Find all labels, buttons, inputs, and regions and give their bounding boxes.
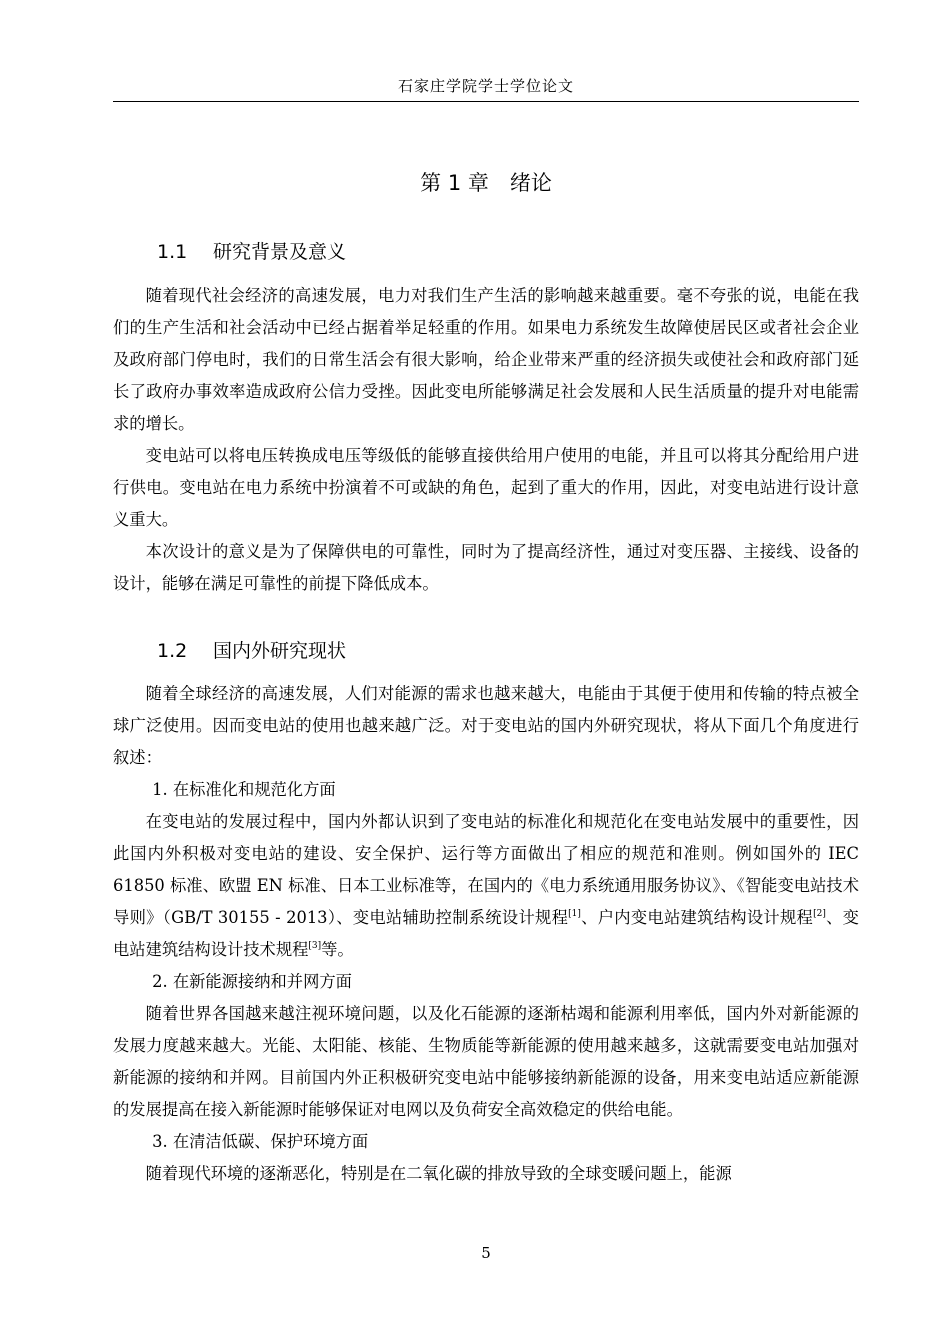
section-heading-1-2 bbox=[157, 637, 346, 665]
list-heading: 1. 在标准化和规范化方面 bbox=[152, 780, 336, 799]
section-heading-1-1 bbox=[157, 238, 346, 266]
list-heading: 2. 在新能源接纳和并网方面 bbox=[152, 972, 352, 991]
page-number: 5 bbox=[481, 1244, 491, 1262]
paragraph bbox=[113, 806, 859, 966]
section-title-text: 国内外研究现状 bbox=[213, 640, 347, 662]
section-1-1-body bbox=[113, 280, 859, 600]
citation: [2] bbox=[813, 909, 826, 919]
citation: [1] bbox=[568, 909, 581, 919]
paragraph: 随着世界各国越来越注视环境问题，以及化石能源的逐渐枯竭和能源利用率低，国内外对新能源的发展力度越来越大。光能、太阳能、核能、生物质能等新能源的使用越来越多，这就需要变电站加强对新能源的接纳和并网。目前国内外正积极研究变电站中能够接纳新能源的设备，用来变电站适应新能源的发展提高在接入新能源时能够保证对电网以及负荷安全高效稳定的供给电能。 bbox=[113, 1004, 859, 1119]
paragraph-text: 在变电站的发展过程中，国内外都认识到了变电站的标准化和规范化在变电站发展中的重要性，因此国内外积极对变电站的建设、安全保护、运行等方面做出了相应的规范和准则。例如国外的 IEC 61850 标准、欧盟 EN 标准、日本工业标准等，在国内的《电力系统通用服务协议》、《智能变电站技术导则》（GB/T 30155 - 2013）、变电站辅助控制系统设计规程 bbox=[113, 812, 859, 927]
paragraph: 随着全球经济的高速发展，人们对能源的需求也越来越大，电能由于其便于使用和传输的特点被全球广泛使用。因而变电站的使用也越来越广泛。对于变电站的国内外研究现状，将从下面几个角度进行叙述： bbox=[113, 684, 859, 767]
header-rule bbox=[113, 101, 859, 102]
list-heading: 3. 在清洁低碳、保护环境方面 bbox=[152, 1132, 369, 1151]
paragraph: 变电站可以将电压转换成电压等级低的能够直接供给用户使用的电能，并且可以将其分配给用户进行供电。变电站在电力系统中扮演着不可或缺的角色，起到了重大的作用，因此，对变电站进行设计意义重大。 bbox=[113, 446, 859, 529]
paragraph-text: 、变电站建筑结构设计技术规程 bbox=[113, 908, 859, 959]
paragraph: 本次设计的意义是为了保障供电的可靠性，同时为了提高经济性，通过对变压器、主接线、设备的设计，能够在满足可靠性的前提下降低成本。 bbox=[113, 542, 859, 593]
paragraph: 随着现代环境的逐渐恶化，特别是在二氧化碳的排放导致的全球变暖问题上，能源 bbox=[145, 1164, 732, 1183]
chapter-title: 第 1 章 绪论 bbox=[420, 171, 552, 195]
section-1-2-body bbox=[113, 678, 859, 1190]
section-title-text: 研究背景及意义 bbox=[213, 241, 347, 263]
section-number: 1.2 bbox=[157, 640, 188, 662]
paragraph-text: 等。 bbox=[321, 940, 354, 959]
running-header: 石家庄学院学士学位论文 bbox=[397, 77, 574, 95]
citation: [3] bbox=[308, 941, 322, 951]
paragraph-text: 、户内变电站建筑结构设计规程 bbox=[580, 908, 814, 927]
paragraph: 随着现代社会经济的高速发展，电力对我们生产生活的影响越来越重要。毫不夸张的说，电能在我们的生产生活和社会活动中已经占据着举足轻重的作用。如果电力系统发生故障使居民区或者社会企业及政府部门停电时，我们的日常生活会有很大影响，给企业带来严重的经济损失或使社会和政府部门延长了政府办事效率造成政府公信力受挫。因此变电所能够满足社会发展和人民生活质量的提升对电能需求的增长。 bbox=[113, 286, 859, 433]
section-number: 1.1 bbox=[157, 241, 188, 263]
